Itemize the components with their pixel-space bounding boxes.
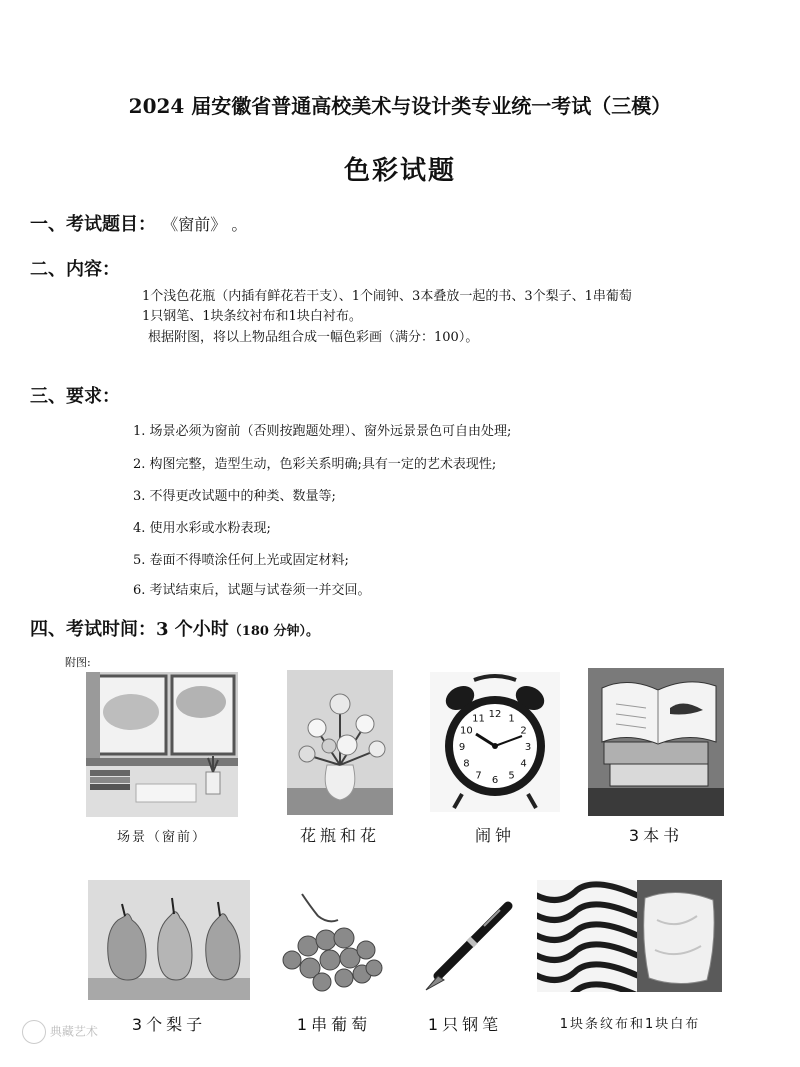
paper-subtitle: 色彩试题 bbox=[343, 156, 456, 186]
caption-three-pears: 3个梨子 bbox=[131, 1015, 207, 1034]
requirement-item: 2. 构图完整，造型生动，色彩关系明确;具有一定的艺术表现性; bbox=[133, 457, 497, 472]
clock-numeral: 10 bbox=[460, 725, 473, 737]
caption-grapes: 1串葡萄 bbox=[296, 1015, 372, 1034]
caption-three-books: 3本书 bbox=[628, 826, 684, 845]
exam-title: 2024 届安徽省普通高校美术与设计类专业统一考试（三模） bbox=[128, 94, 672, 118]
content-line-2: 1只钢笔、1块条纹衬布和1块白衬布。 bbox=[142, 309, 362, 324]
caption-window-scene: 场景（窗前） bbox=[116, 830, 207, 845]
clock-numeral: 12 bbox=[488, 709, 502, 720]
clock-numeral: 3 bbox=[524, 742, 532, 753]
clock-numeral: 8 bbox=[463, 758, 470, 770]
section-time-heading: 四、考试时间：3 个小时 bbox=[30, 619, 229, 640]
window-scene-photo bbox=[86, 672, 238, 817]
requirement-item: 1. 场景必须为窗前（否则按跑题处理）、窗外远景景色可自由处理; bbox=[133, 424, 512, 439]
requirement-item: 6. 考试结束后，试题与试卷须一并交回。 bbox=[133, 583, 371, 598]
three-books-photo bbox=[588, 668, 724, 816]
watermark-text: 典藏艺术 bbox=[49, 1024, 98, 1039]
section-requirements-heading: 三、要求： bbox=[30, 386, 120, 407]
clock-numeral: 1 bbox=[508, 713, 515, 725]
vase-flowers-photo bbox=[287, 670, 393, 815]
content-line-3: 根据附图，将以上物品组合成一幅色彩画（满分：100）。 bbox=[148, 330, 479, 345]
content-line-1: 1个浅色花瓶（内插有鲜花若干支）、1个闹钟、3本叠放一起的书、3个梨子、1串葡萄 bbox=[142, 289, 632, 304]
section-topic-heading: 一、考试题目： bbox=[30, 214, 156, 235]
alarm-clock-photo bbox=[430, 672, 560, 812]
clock-numeral: 2 bbox=[520, 725, 527, 737]
section-topic bbox=[30, 210, 247, 236]
watermark-logo bbox=[22, 1020, 98, 1044]
grapes-photo bbox=[278, 880, 390, 1000]
figure-label: 附图: bbox=[65, 656, 91, 669]
cloth-photo bbox=[537, 880, 722, 992]
section-time-note: （180 分钟）。 bbox=[228, 624, 319, 639]
watermark-circle-icon bbox=[22, 1020, 46, 1044]
caption-vase-flowers: 花瓶和花 bbox=[299, 826, 380, 845]
clock-numeral: 9 bbox=[458, 742, 466, 753]
three-pears-photo bbox=[88, 880, 250, 1000]
requirement-item: 3. 不得更改试题中的种类、数量等; bbox=[133, 489, 336, 504]
caption-alarm-clock: 闹钟 bbox=[474, 826, 515, 845]
section-time bbox=[30, 615, 319, 641]
fountain-pen-photo bbox=[414, 880, 516, 998]
caption-cloth: 1块条纹布和1块白布 bbox=[559, 1017, 701, 1032]
section-content-heading: 二、内容： bbox=[30, 259, 120, 280]
clock-numeral: 11 bbox=[472, 713, 485, 725]
section-topic-value: 《窗前》 。 bbox=[162, 215, 248, 234]
requirement-item: 4. 使用水彩或水粉表现; bbox=[133, 521, 271, 536]
clock-numeral: 5 bbox=[508, 770, 515, 782]
caption-fountain-pen: 1只钢笔 bbox=[427, 1015, 503, 1034]
clock-numeral: 7 bbox=[475, 770, 482, 782]
requirement-item: 5. 卷面不得喷涂任何上光或固定材料; bbox=[133, 553, 349, 568]
clock-numeral: 6 bbox=[491, 775, 499, 786]
clock-numeral: 4 bbox=[520, 758, 527, 770]
